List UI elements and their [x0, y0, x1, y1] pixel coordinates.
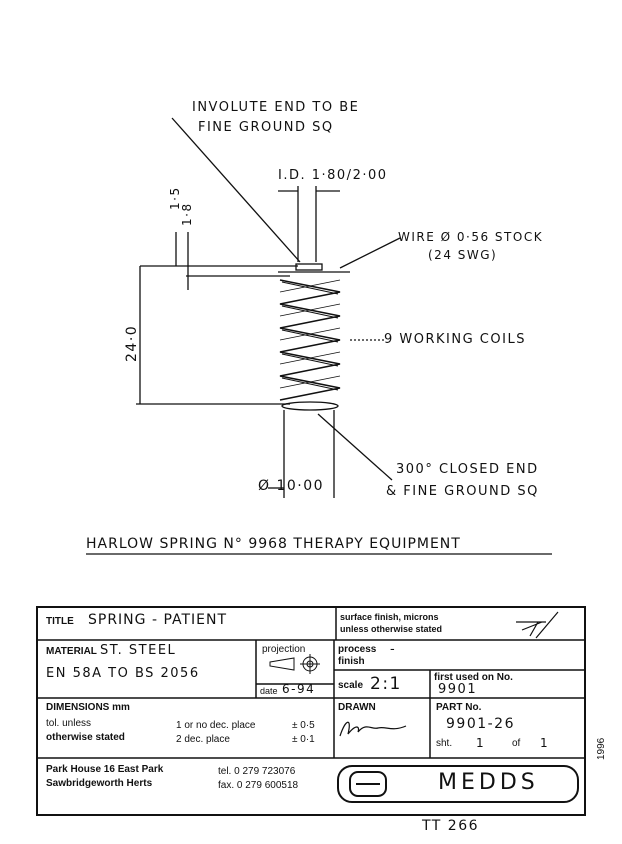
- top-end-pad: [296, 264, 322, 270]
- address-line2: Sawbridgeworth Herts: [46, 778, 153, 789]
- surface-finish-label: surface finish, microns: [340, 612, 439, 622]
- finish-label: finish: [338, 656, 365, 667]
- part-label: PART No.: [436, 702, 482, 713]
- od-dimension: Ø 10·00: [258, 478, 325, 494]
- fax: fax. 0 279 600518: [218, 780, 299, 791]
- wire-note-line1: WIRE Ø 0·56 STOCK: [398, 230, 544, 244]
- coils: [280, 280, 340, 400]
- closed-end-leader: [318, 414, 392, 480]
- closed-end-note-line1: 300° CLOSED END: [396, 462, 539, 477]
- projection-label: projection: [262, 644, 306, 655]
- drawing-caption: HARLOW SPRING N° 9968 THERAPY EQUIPMENT: [86, 536, 461, 552]
- tol-label-1: tol. unless: [46, 718, 92, 729]
- dim-24-0: 24·0: [124, 324, 140, 362]
- address-line1: Park House 16 East Park: [46, 764, 164, 775]
- wire-note-line2: (24 SWG): [428, 248, 498, 262]
- date-value: 6-94: [282, 682, 316, 696]
- material-value-2: EN 58A TO BS 2056: [46, 666, 200, 681]
- involute-leader: [172, 118, 300, 262]
- dim-1-5: 1·5: [168, 186, 182, 210]
- tol-row2-label: 2 dec. place: [176, 734, 230, 745]
- part-value: 9901-26: [446, 716, 515, 732]
- wire-leader: [340, 238, 400, 268]
- telephone: tel. 0 279 723076: [218, 766, 296, 777]
- side-stamp: 1996: [596, 737, 607, 760]
- company-name: MEDDS: [438, 770, 539, 795]
- title-label: TITLE: [46, 616, 74, 627]
- projection-symbol: [270, 654, 320, 674]
- title-block: [36, 606, 586, 816]
- scale-value: 2:1: [370, 674, 402, 694]
- note-involute-line1: INVOLUTE END TO BE: [192, 100, 360, 115]
- drawn-label: DRAWN: [338, 702, 376, 713]
- dimensions-label: DIMENSIONS mm: [46, 702, 130, 713]
- material-value-1: ST. STEEL: [100, 643, 177, 658]
- tol-label-2: otherwise stated: [46, 732, 125, 743]
- bottom-end: [282, 402, 338, 410]
- sht-value: 1: [476, 736, 486, 750]
- tol-row1-label: 1 or no dec. place: [176, 720, 256, 731]
- tol-row2-value: ± 0·1: [292, 734, 315, 745]
- date-label: date: [260, 686, 278, 696]
- process-label: process: [338, 644, 377, 655]
- scale-label: scale: [338, 680, 364, 691]
- dim-1-8: 1·8: [180, 202, 194, 226]
- id-dimension: I.D. 1·80/2·00: [278, 168, 388, 183]
- material-label: MATERIAL: [46, 646, 97, 657]
- of-label: of: [512, 738, 521, 749]
- process-value: -: [390, 642, 397, 657]
- first-used-label: first used on No.: [434, 672, 513, 683]
- drawn-signature: [336, 714, 416, 744]
- note-involute-line2: FINE GROUND SQ: [198, 120, 334, 135]
- tol-row1-value: ± 0·5: [292, 720, 315, 731]
- closed-end-note-line2: & FINE GROUND SQ: [386, 484, 539, 499]
- of-value: 1: [540, 736, 550, 750]
- surface-finish-symbol: [516, 612, 558, 638]
- first-used-value: 9901: [438, 682, 478, 697]
- unless-stated-label: unless otherwise stated: [340, 624, 443, 634]
- title-value: SPRING - PATIENT: [88, 612, 228, 628]
- working-coils-note: 9 WORKING COILS: [384, 332, 526, 347]
- sht-label: sht.: [436, 738, 453, 749]
- handwritten-reference: TT 266: [422, 818, 480, 834]
